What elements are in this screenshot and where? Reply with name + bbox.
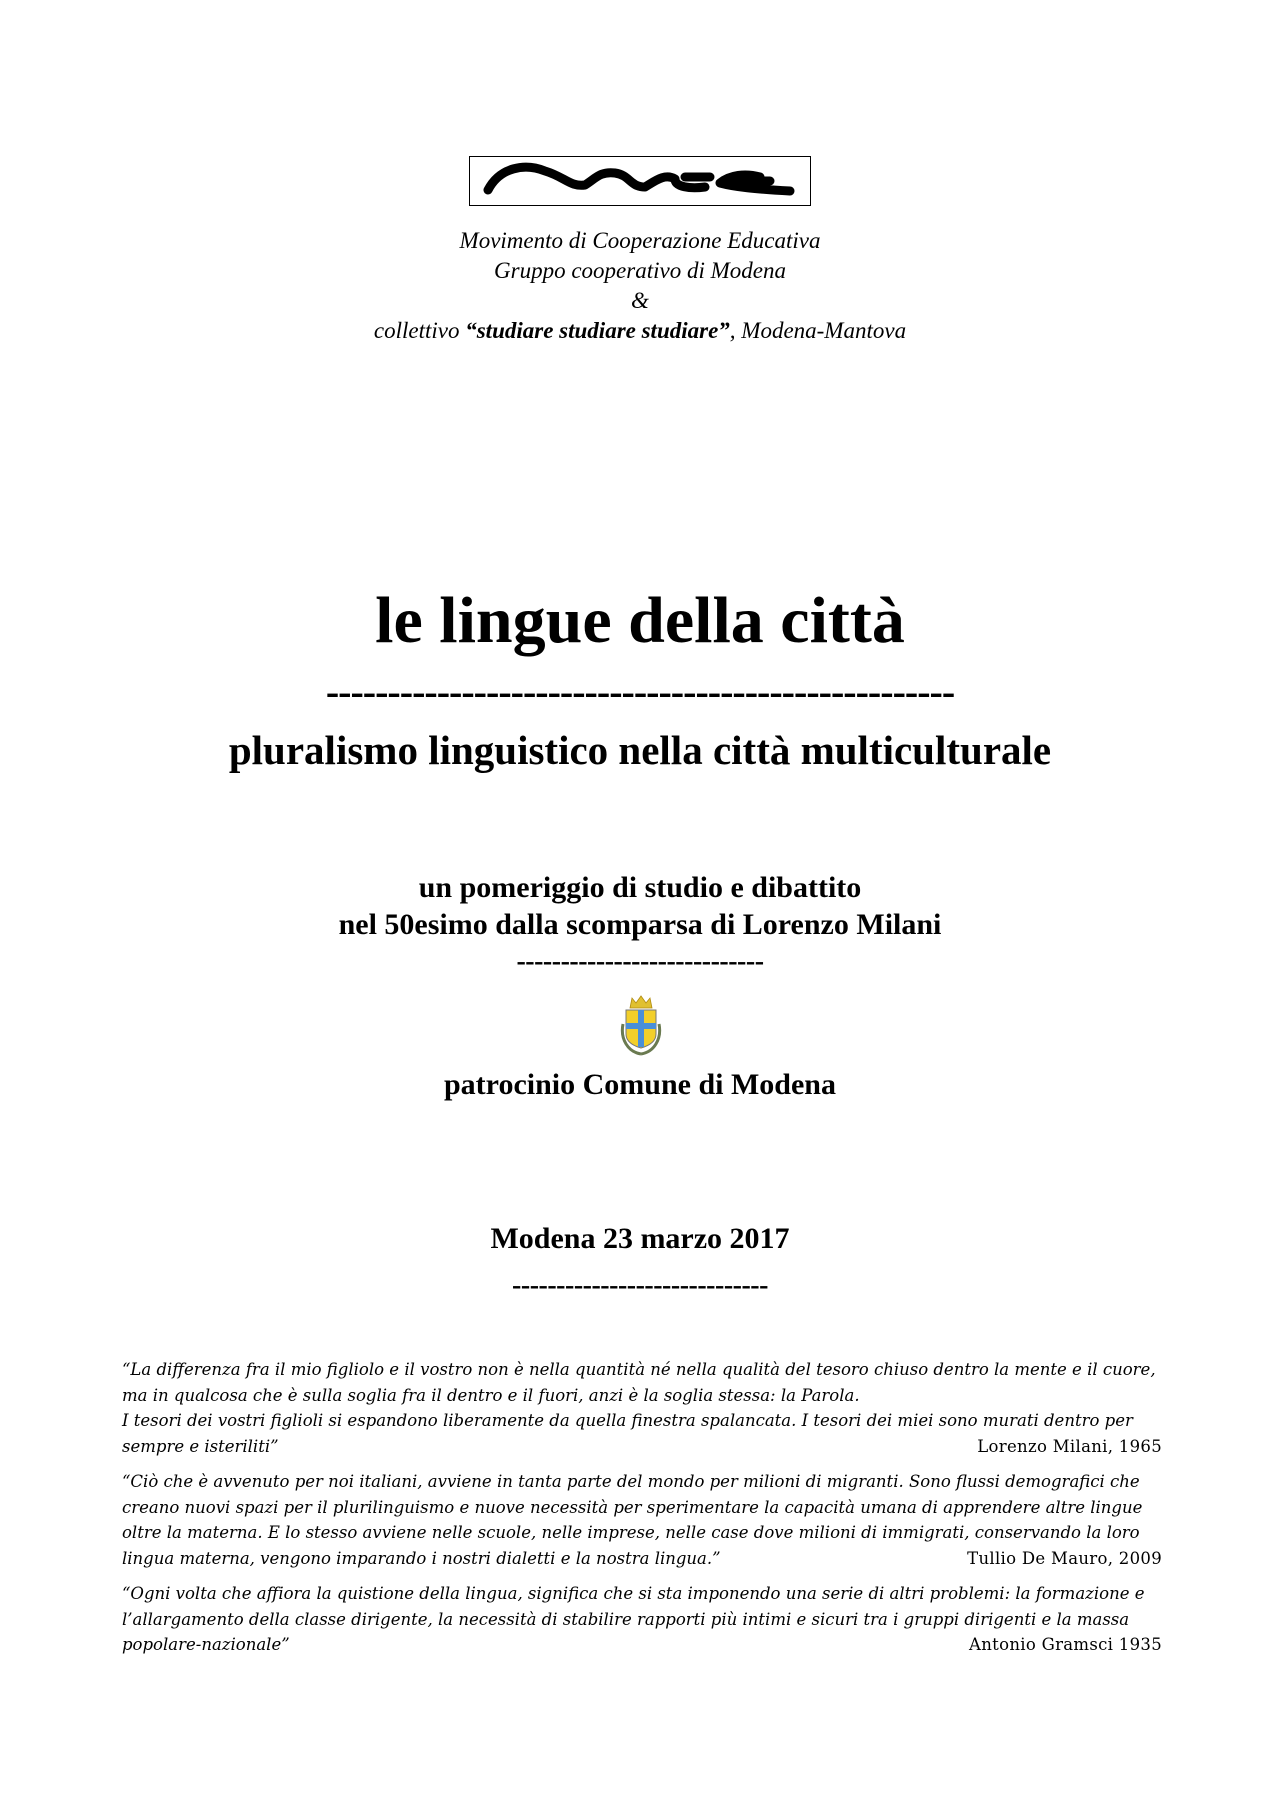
quote-author: Lorenzo Milani, 1965 bbox=[977, 1436, 1162, 1456]
event-date: Modena 23 marzo 2017 bbox=[490, 1222, 790, 1255]
quotes-section bbox=[122, 1357, 1162, 1668]
patronage: patrocinio Comune di Modena bbox=[444, 1068, 836, 1101]
event-divider: ---------------------------- bbox=[516, 946, 764, 977]
event-line-1: un pomeriggio di studio e dibattito bbox=[418, 871, 862, 904]
quote-author: Tullio De Mauro, 2009 bbox=[967, 1548, 1162, 1568]
collective-suffix: , Modena-Mantova bbox=[729, 318, 907, 343]
org-group: Gruppo cooperativo di Modena bbox=[494, 258, 786, 283]
quote-de-mauro bbox=[122, 1469, 1162, 1571]
ampersand: & bbox=[631, 288, 649, 313]
subtitle: pluralismo linguistico nella città multiculturale bbox=[228, 727, 1052, 773]
quote-author: Antonio Gramsci 1935 bbox=[969, 1635, 1162, 1654]
title-divider: --------------------------------------------------- bbox=[325, 669, 955, 714]
page-title: le lingue della città bbox=[375, 584, 905, 657]
quote-gramsci bbox=[122, 1581, 1162, 1658]
collective-name: “studiare studiare studiare” bbox=[465, 318, 730, 343]
quote-text: “La differenza fra il mio figliolo e il vostro non è nella quantità né nella qualità del tesoro chiuso dentro la mente e il cuore, ma in qualcosa che è sulla soglia fra il dentro e il fuori, anzi è la soglia stessa: la Parola. I tesori dei vostri figlioli si espandono liberamente da quella finestra spalancata. I tesori dei miei sono murati dentro per sempre e isteriliti” bbox=[122, 1360, 1156, 1456]
collective-line bbox=[0, 316, 1280, 346]
collective-prefix: collettivo bbox=[373, 318, 466, 343]
org-name: Movimento di Cooperazione Educativa bbox=[459, 228, 821, 253]
date-divider: ----------------------------- bbox=[512, 1270, 768, 1301]
quote-milani bbox=[122, 1357, 1162, 1459]
quote-text: “Ciò che è avvenuto per noi italiani, avviene in tanta parte del mondo per milioni di migranti. Sono flussi demografici che creano nuovi spazi per il plurilinguismo e nuove necessità per sperimentare la capacità umana di apprendere altre lingue oltre la materna. E lo stesso avviene nelle scuole, nelle imprese, nelle case dove milioni di immigrati, conservando la loro lingua materna, vengono imparando i nostri dialetti e la nostra lingua.” bbox=[122, 1472, 1143, 1568]
event-line-2: nel 50esimo dalla scomparsa di Lorenzo Milani bbox=[338, 908, 942, 941]
modena-coat-of-arms-icon bbox=[618, 994, 664, 1060]
header-block bbox=[0, 226, 1280, 346]
mce-logo bbox=[469, 156, 811, 206]
quote-text: “Ogni volta che affiora la quistione della lingua, significa che si sta imponendo una serie di altri problemi: la formazione e l’allargamento della classe dirigente, la necessità di stabilire rapporti più intimi e sicuri tra i gruppi dirigenti e la massa popolare-nazionale” bbox=[122, 1584, 1145, 1654]
